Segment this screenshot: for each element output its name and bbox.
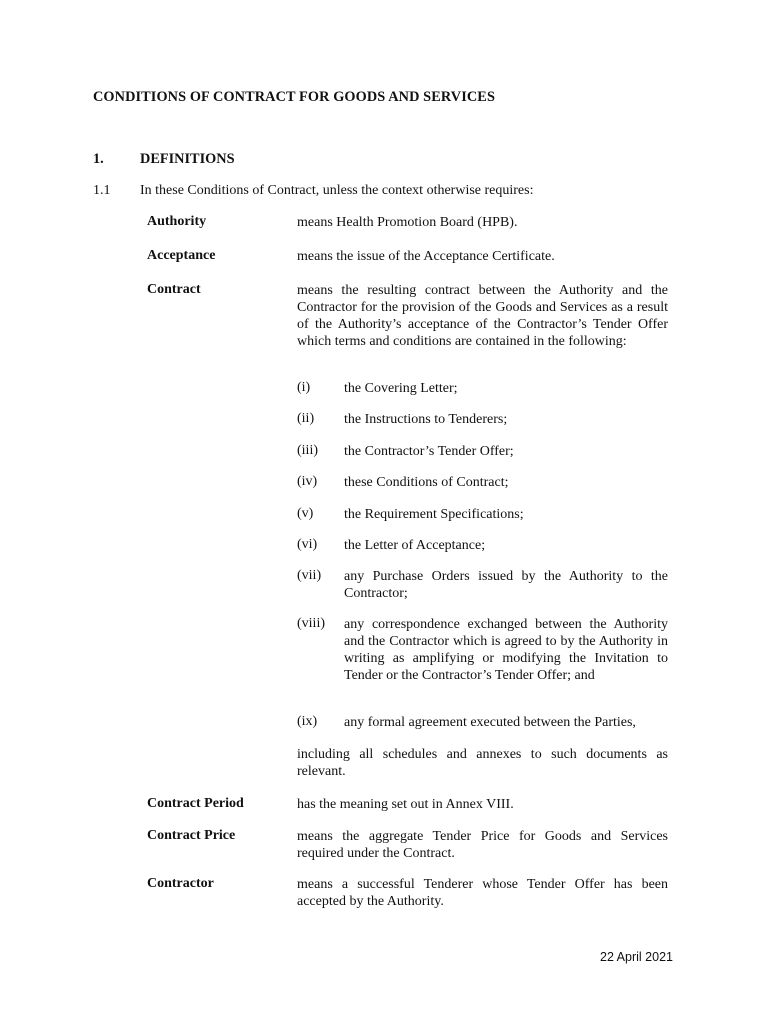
document-title: CONDITIONS OF CONTRACT FOR GOODS AND SERVICES <box>93 89 495 105</box>
definition-term-acceptance: Acceptance <box>147 248 216 263</box>
contract-item-number: (viii) <box>297 616 325 631</box>
contract-item-number: (iv) <box>297 474 318 489</box>
footer-date: 22 April 2021 <box>600 950 673 964</box>
definition-term-contract-price: Contract Price <box>147 828 236 843</box>
contract-item-text: the Contractor’s Tender Offer; <box>344 444 514 459</box>
contract-item-text: the Letter of Acceptance; <box>344 538 486 553</box>
contract-item-number: (ii) <box>297 411 315 426</box>
contract-item-number: (ix) <box>297 714 318 729</box>
contract-item-number: (vii) <box>297 568 322 583</box>
definition-text-acceptance: means the issue of the Acceptance Certificate. <box>297 249 555 264</box>
contract-item-text: the Covering Letter; <box>344 381 458 396</box>
definition-term-authority: Authority <box>147 214 207 229</box>
clause-number: 1.1 <box>93 183 111 198</box>
contract-item-text: any formal agreement executed between the Parties, <box>344 715 636 730</box>
contract-item-number: (i) <box>297 380 311 395</box>
definition-text-contractor: means a successful Tenderer whose Tender Offer has been accepted by the Authority. <box>297 877 668 909</box>
contract-item-text: the Instructions to Tenderers; <box>344 412 508 427</box>
definition-term-contract-period: Contract Period <box>147 796 244 811</box>
contract-item-text: any correspondence exchanged between the Authority and the Contractor which is agreed to by the Authority in writing as amplifying or modifying the Invitation to Tender or the Contractor’s Tender Offer; and <box>344 617 668 683</box>
contract-item-text: these Conditions of Contract; <box>344 475 509 490</box>
definition-text-contract: means the resulting contract between the Authority and the Contractor for the provision of the Goods and Services as a result of the Authority’s acceptance of the Contractor’s Tender Offer which terms and conditions are contained in the following: <box>297 283 668 349</box>
section-number: 1. <box>93 151 104 167</box>
contract-closing-text: including all schedules and annexes to such documents as relevant. <box>297 747 668 779</box>
definition-text-contract-price: means the aggregate Tender Price for Goods and Services required under the Contract. <box>297 829 668 861</box>
contract-item-text: any Purchase Orders issued by the Authority to the Contractor; <box>344 569 668 601</box>
definition-term-contractor: Contractor <box>147 876 214 891</box>
contract-item-number: (vi) <box>297 537 318 552</box>
clause-intro: In these Conditions of Contract, unless the context otherwise requires: <box>140 183 534 198</box>
contract-item-number: (iii) <box>297 443 318 458</box>
definition-text-contract-period: has the meaning set out in Annex VIII. <box>297 797 514 812</box>
definition-term-contract: Contract <box>147 282 201 297</box>
definition-text-authority: means Health Promotion Board (HPB). <box>297 215 518 230</box>
section-title: DEFINITIONS <box>140 151 235 167</box>
contract-item-text: the Requirement Specifications; <box>344 507 524 522</box>
contract-item-number: (v) <box>297 506 314 521</box>
